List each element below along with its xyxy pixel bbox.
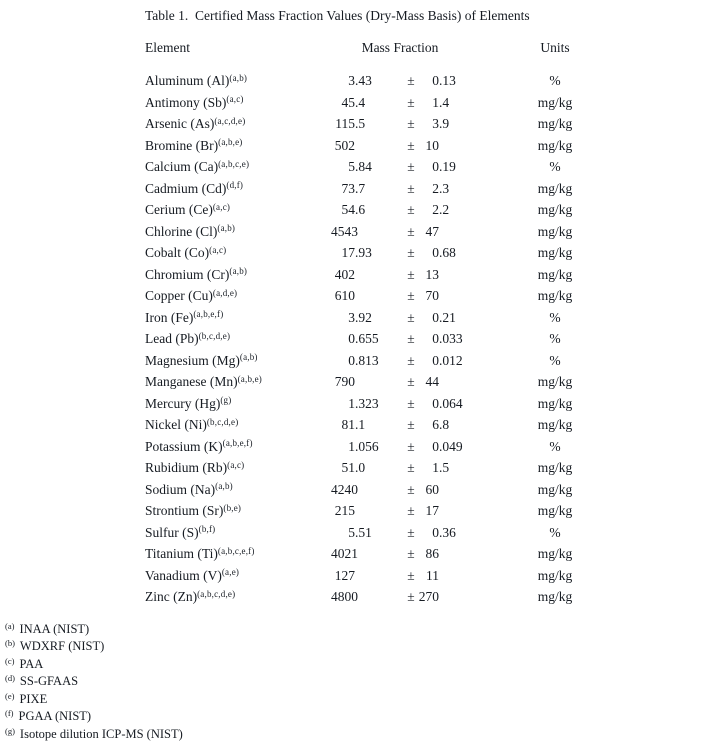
units-cell: % xyxy=(549,331,561,346)
uncertainty-fraction-part: .68 xyxy=(439,245,456,260)
table-row xyxy=(145,156,710,178)
value-fraction-part: .5 xyxy=(355,116,366,131)
units-cell: mg/kg xyxy=(537,567,573,583)
value-integer-part: 54 xyxy=(341,202,355,217)
value-integer-part: 502 xyxy=(334,137,355,153)
table-row xyxy=(145,70,710,92)
method-footnote-superscript: (b,e) xyxy=(223,502,242,513)
method-footnote-superscript: (a,b) xyxy=(239,352,258,362)
units-cell: mg/kg xyxy=(537,546,573,561)
value-fraction-part xyxy=(355,135,389,157)
plus-minus-sign: ± xyxy=(407,266,415,282)
element-name: Nickel (Ni) xyxy=(145,417,207,432)
units-cell: % xyxy=(549,524,561,540)
uncertainty-integer-part: 0 xyxy=(432,438,439,454)
footnote-marker: (c) xyxy=(5,655,15,666)
units-cell: mg/kg xyxy=(537,266,573,282)
uncertainty-fraction-part xyxy=(439,285,469,307)
uncertainty-fraction-part: .012 xyxy=(439,352,463,368)
units-cell: mg/kg xyxy=(537,460,573,475)
value-fraction-part: .4 xyxy=(355,94,366,110)
mass-fraction-table xyxy=(0,40,710,608)
value-integer-part: 81 xyxy=(341,417,355,432)
value-integer-part: 5 xyxy=(348,524,355,540)
value-integer-part: 51 xyxy=(341,460,355,475)
method-footnote-superscript: (a,e) xyxy=(221,567,240,577)
table-row xyxy=(145,436,710,458)
footnote-text: Isotope dilution ICP-MS (NIST) xyxy=(19,726,183,741)
footnote-line xyxy=(5,708,710,726)
footnote-marker: (b) xyxy=(5,638,15,648)
method-footnote-superscript: (a,c) xyxy=(209,244,227,255)
method-footnote-superscript: (a,c) xyxy=(227,459,245,470)
table-title: Table 1. Certified Mass Fraction Values (Dry-Mass Basis) of Elements xyxy=(145,8,530,23)
element-name: Bromine (Br) xyxy=(145,137,219,153)
element-name: Arsenic (As) xyxy=(145,116,215,131)
method-footnote-superscript: (a,b,c,e,f) xyxy=(217,545,255,556)
method-footnote-superscript: (a,b) xyxy=(229,72,248,83)
value-fraction-part: .0 xyxy=(355,460,366,475)
uncertainty-fraction-part: .19 xyxy=(439,159,456,174)
element-name: Iron (Fe) xyxy=(145,309,194,325)
table-row xyxy=(145,371,710,393)
uncertainty-integer-part: 44 xyxy=(425,374,439,389)
footnote-line xyxy=(5,726,710,744)
method-footnote-superscript: (a,b) xyxy=(217,223,236,233)
method-footnote-superscript: (b,c,d,e) xyxy=(206,416,239,427)
footnote-text: SS-GFAAS xyxy=(19,674,79,688)
plus-minus-sign: ± xyxy=(407,460,415,475)
units-cell: mg/kg xyxy=(537,94,573,110)
value-fraction-part xyxy=(355,264,389,286)
units-cell: mg/kg xyxy=(537,395,573,411)
uncertainty-integer-part: 0 xyxy=(432,309,439,325)
footnote-line xyxy=(5,691,710,709)
plus-minus-sign: ± xyxy=(407,202,415,217)
element-name: Strontium (Sr) xyxy=(145,503,224,518)
method-footnote-superscript: (g) xyxy=(220,395,232,405)
value-fraction-part xyxy=(355,479,389,501)
uncertainty-fraction-part: .9 xyxy=(439,116,450,131)
value-fraction-part: .93 xyxy=(355,245,372,260)
value-integer-part: 790 xyxy=(334,374,355,389)
units-cell: mg/kg xyxy=(537,137,573,153)
uncertainty-integer-part: 17 xyxy=(425,503,439,518)
plus-minus-sign: ± xyxy=(407,245,415,260)
value-integer-part: 4240 xyxy=(331,481,358,497)
method-footnote-superscript: (a,c,d,e) xyxy=(214,115,246,126)
value-integer-part: 45 xyxy=(341,94,355,110)
footnote-marker: (g) xyxy=(5,725,15,736)
uncertainty-integer-part: 13 xyxy=(425,266,439,282)
value-integer-part: 73 xyxy=(341,180,355,196)
plus-minus-sign: ± xyxy=(407,309,415,325)
footnotes-block xyxy=(5,621,710,744)
plus-minus-sign: ± xyxy=(407,589,415,604)
units-cell: mg/kg xyxy=(537,116,573,131)
plus-minus-sign: ± xyxy=(407,73,415,88)
table-row xyxy=(145,135,710,157)
uncertainty-integer-part: 47 xyxy=(425,223,439,239)
element-name: Mercury (Hg) xyxy=(145,395,221,411)
units-cell: mg/kg xyxy=(537,245,573,260)
value-fraction-part: .323 xyxy=(355,395,379,411)
method-footnote-superscript: (a,b) xyxy=(229,266,248,276)
units-cell: mg/kg xyxy=(537,589,573,604)
value-integer-part: 402 xyxy=(334,266,355,282)
uncertainty-integer-part: 2 xyxy=(432,202,439,217)
uncertainty-fraction-part xyxy=(439,543,469,565)
uncertainty-integer-part: 2 xyxy=(432,180,439,196)
method-footnote-superscript: (a,d,e) xyxy=(212,287,238,298)
value-integer-part: 4021 xyxy=(331,546,358,561)
plus-minus-sign: ± xyxy=(407,137,415,153)
uncertainty-integer-part: 70 xyxy=(425,288,439,303)
uncertainty-fraction-part xyxy=(439,479,469,501)
element-name: Sulfur (S) xyxy=(145,524,199,540)
uncertainty-fraction-part xyxy=(439,221,469,243)
element-name: Sodium (Na) xyxy=(145,481,216,497)
value-fraction-part xyxy=(355,285,389,307)
units-cell: mg/kg xyxy=(537,202,573,217)
units-cell: % xyxy=(549,73,561,88)
footnote-marker: (d) xyxy=(5,673,15,683)
plus-minus-sign: ± xyxy=(407,159,415,174)
column-header-mass-fraction: Mass Fraction xyxy=(361,40,439,55)
uncertainty-fraction-part: .8 xyxy=(439,417,450,432)
document-page xyxy=(0,8,710,751)
table-row xyxy=(145,522,710,544)
plus-minus-sign: ± xyxy=(407,567,415,583)
element-name: Calcium (Ca) xyxy=(145,159,219,174)
table-row xyxy=(145,242,710,264)
table-row xyxy=(145,92,710,114)
uncertainty-fraction-part: .033 xyxy=(439,331,463,346)
method-footnote-superscript: (a,b,c,e) xyxy=(218,158,250,169)
element-name: Aluminum (Al) xyxy=(145,73,230,88)
value-fraction-part xyxy=(355,371,389,393)
column-header-units: Units xyxy=(540,40,570,55)
units-cell: % xyxy=(549,352,561,368)
footnote-text: INAA (NIST) xyxy=(19,621,90,636)
element-name: Cobalt (Co) xyxy=(145,245,210,260)
units-cell: % xyxy=(549,438,561,454)
method-footnote-superscript: (a,c) xyxy=(212,201,231,212)
uncertainty-integer-part: 270 xyxy=(418,589,439,604)
value-fraction-part xyxy=(355,586,389,608)
value-integer-part: 610 xyxy=(334,288,355,303)
uncertainty-fraction-part: .064 xyxy=(439,395,463,411)
uncertainty-fraction-part xyxy=(439,565,469,587)
value-integer-part: 1 xyxy=(348,395,355,411)
footnote-text: WDXRF (NIST) xyxy=(19,639,105,653)
method-footnote-superscript: (b,f) xyxy=(198,524,216,534)
footnote-text: PAA xyxy=(19,656,44,671)
plus-minus-sign: ± xyxy=(407,395,415,411)
uncertainty-integer-part: 1 xyxy=(432,460,439,475)
plus-minus-sign: ± xyxy=(407,374,415,389)
value-fraction-part xyxy=(355,221,389,243)
value-fraction-part: .43 xyxy=(355,73,372,88)
table-row xyxy=(145,307,710,329)
uncertainty-fraction-part xyxy=(439,500,469,522)
plus-minus-sign: ± xyxy=(407,116,415,131)
footnote-marker: (e) xyxy=(5,690,15,701)
uncertainty-fraction-part: .5 xyxy=(439,460,450,475)
table-row xyxy=(145,543,710,565)
plus-minus-sign: ± xyxy=(407,94,415,110)
value-integer-part: 0 xyxy=(348,352,355,368)
uncertainty-fraction-part xyxy=(439,371,469,393)
table-row xyxy=(145,500,710,522)
uncertainty-integer-part: 0 xyxy=(432,352,439,368)
value-integer-part: 127 xyxy=(334,567,355,583)
plus-minus-sign: ± xyxy=(407,438,415,454)
method-footnote-superscript: (a,b,e) xyxy=(218,137,243,147)
element-name: Zinc (Zn) xyxy=(145,589,198,604)
uncertainty-integer-part: 1 xyxy=(432,94,439,110)
uncertainty-integer-part: 0 xyxy=(432,245,439,260)
footnote-marker: (f) xyxy=(5,708,14,718)
units-cell: mg/kg xyxy=(537,374,573,389)
footnote-line xyxy=(5,656,710,674)
value-fraction-part: .7 xyxy=(355,180,366,196)
value-fraction-part: .655 xyxy=(355,331,379,346)
uncertainty-integer-part: 0 xyxy=(432,524,439,540)
uncertainty-fraction-part: .13 xyxy=(439,73,456,88)
value-integer-part: 1 xyxy=(348,438,355,454)
value-integer-part: 17 xyxy=(341,245,355,260)
table-row xyxy=(145,350,710,372)
units-cell: mg/kg xyxy=(537,288,573,303)
value-fraction-part: .813 xyxy=(355,352,379,368)
method-footnote-superscript: (a,c) xyxy=(226,94,244,104)
units-cell: mg/kg xyxy=(537,223,573,239)
uncertainty-integer-part: 0 xyxy=(432,73,439,88)
value-integer-part: 4543 xyxy=(331,223,358,239)
plus-minus-sign: ± xyxy=(407,546,415,561)
footnote-marker: (a) xyxy=(5,620,15,631)
units-cell: mg/kg xyxy=(537,180,573,196)
element-name: Magnesium (Mg) xyxy=(145,352,240,368)
plus-minus-sign: ± xyxy=(407,223,415,239)
table-row xyxy=(145,586,710,608)
plus-minus-sign: ± xyxy=(407,288,415,303)
table-row xyxy=(145,328,710,350)
plus-minus-sign: ± xyxy=(407,524,415,540)
uncertainty-fraction-part: .2 xyxy=(439,202,450,217)
units-cell: mg/kg xyxy=(537,417,573,432)
plus-minus-sign: ± xyxy=(407,180,415,196)
element-name: Cadmium (Cd) xyxy=(145,180,227,196)
element-name: Potassium (K) xyxy=(145,438,223,454)
method-footnote-superscript: (a,b,e,f) xyxy=(222,438,253,448)
table-body xyxy=(145,70,710,608)
uncertainty-integer-part: 3 xyxy=(432,116,439,131)
element-name: Rubidium (Rb) xyxy=(145,460,228,475)
value-fraction-part: .92 xyxy=(355,309,372,325)
method-footnote-superscript: (a,b,e) xyxy=(237,373,262,384)
value-integer-part: 215 xyxy=(334,503,355,518)
method-footnote-superscript: (a,b) xyxy=(215,481,233,491)
value-integer-part: 3 xyxy=(348,73,355,88)
uncertainty-fraction-part xyxy=(439,264,469,286)
table-row xyxy=(145,393,710,415)
uncertainty-integer-part: 0 xyxy=(432,159,439,174)
plus-minus-sign: ± xyxy=(407,331,415,346)
units-cell: % xyxy=(549,159,561,174)
plus-minus-sign: ± xyxy=(407,417,415,432)
value-integer-part: 115 xyxy=(335,116,355,131)
value-integer-part: 5 xyxy=(348,159,355,174)
method-footnote-superscript: (a,b,c,d,e) xyxy=(197,588,236,599)
element-name: Cerium (Ce) xyxy=(145,202,213,217)
table-row xyxy=(145,178,710,200)
value-fraction-part xyxy=(355,543,389,565)
element-name: Antimony (Sb) xyxy=(145,94,227,110)
plus-minus-sign: ± xyxy=(407,503,415,518)
table-row xyxy=(145,221,710,243)
footnote-line xyxy=(5,673,710,691)
element-name: Vanadium (V) xyxy=(145,567,222,583)
method-footnote-superscript: (b,c,d,e) xyxy=(198,330,231,341)
uncertainty-integer-part: 6 xyxy=(432,417,439,432)
value-fraction-part: .1 xyxy=(355,417,366,432)
uncertainty-fraction-part: .36 xyxy=(439,524,456,540)
footnote-text: PGAA (NIST) xyxy=(18,709,92,723)
uncertainty-integer-part: 10 xyxy=(425,137,439,153)
value-fraction-part xyxy=(355,565,389,587)
value-fraction-part: .6 xyxy=(355,202,366,217)
table-row xyxy=(145,457,710,479)
value-fraction-part: .84 xyxy=(355,159,372,174)
table-row xyxy=(145,264,710,286)
table-row xyxy=(145,414,710,436)
units-cell: % xyxy=(549,309,561,325)
uncertainty-integer-part: 86 xyxy=(425,546,439,561)
uncertainty-integer-part: 11 xyxy=(426,567,439,583)
uncertainty-fraction-part: .4 xyxy=(439,94,450,110)
footnote-text: PIXE xyxy=(19,691,48,706)
uncertainty-fraction-part: .3 xyxy=(439,180,450,196)
element-name: Chromium (Cr) xyxy=(145,266,230,282)
plus-minus-sign: ± xyxy=(407,481,415,497)
element-name: Manganese (Mn) xyxy=(145,374,238,389)
element-name: Chlorine (Cl) xyxy=(145,223,218,239)
column-header-element: Element xyxy=(145,40,190,55)
uncertainty-integer-part: 0 xyxy=(432,331,439,346)
uncertainty-integer-part: 60 xyxy=(425,481,439,497)
uncertainty-fraction-part: .049 xyxy=(439,438,463,454)
footnote-line xyxy=(5,638,710,656)
units-cell: mg/kg xyxy=(537,503,573,518)
element-name: Copper (Cu) xyxy=(145,288,213,303)
table-row xyxy=(145,199,710,221)
value-fraction-part xyxy=(355,500,389,522)
value-fraction-part: .056 xyxy=(355,438,379,454)
table-header-row xyxy=(145,40,710,56)
element-name: Lead (Pb) xyxy=(145,331,199,346)
units-cell: mg/kg xyxy=(537,481,573,497)
table-row xyxy=(145,113,710,135)
table-row xyxy=(145,285,710,307)
method-footnote-superscript: (a,b,e,f) xyxy=(193,309,224,319)
value-integer-part: 3 xyxy=(348,309,355,325)
table-row xyxy=(145,479,710,501)
uncertainty-fraction-part: .21 xyxy=(439,309,456,325)
footnote-line xyxy=(5,621,710,639)
value-integer-part: 4800 xyxy=(331,589,358,604)
plus-minus-sign: ± xyxy=(407,352,415,368)
method-footnote-superscript: (d,f) xyxy=(226,180,244,190)
uncertainty-integer-part: 0 xyxy=(432,395,439,411)
table-row xyxy=(145,565,710,587)
value-fraction-part: .51 xyxy=(355,524,372,540)
uncertainty-fraction-part xyxy=(439,586,469,608)
value-integer-part: 0 xyxy=(348,331,355,346)
element-name: Titanium (Ti) xyxy=(145,546,218,561)
uncertainty-fraction-part xyxy=(439,135,469,157)
